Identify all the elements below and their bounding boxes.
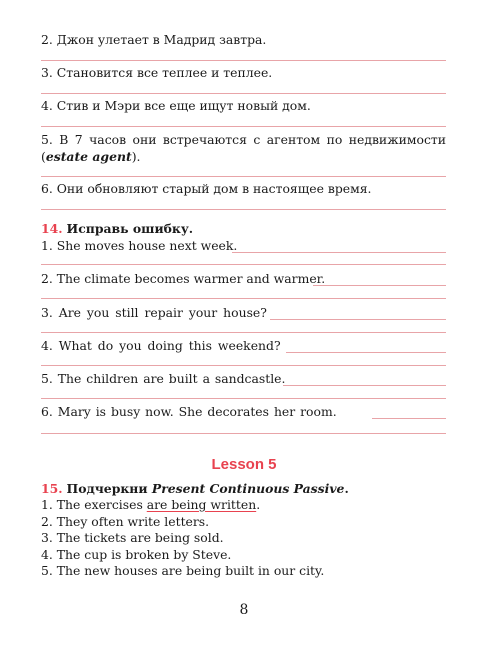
answer-line — [41, 332, 446, 333]
ex14-item-5: 5. The children are built a sandcastle. — [41, 371, 286, 386]
answer-line — [41, 176, 446, 177]
exercise-title-end: . — [344, 481, 349, 496]
answer-line — [286, 352, 446, 353]
ex15-item-4: 4. The cup is broken by Steve. — [41, 547, 232, 562]
answer-line — [41, 398, 446, 399]
ex15-item-1-before: 1. The exercises — [41, 497, 147, 512]
exercise-number: 15. — [41, 481, 63, 496]
answer-line — [283, 385, 446, 386]
lesson-heading: Lesson 5 — [211, 456, 277, 473]
ex15-item-3: 3. The tickets are being sold. — [41, 530, 224, 545]
page-number: 8 — [239, 602, 249, 618]
item5-term: estate agent — [45, 149, 132, 164]
answer-line — [41, 365, 446, 366]
ex14-item-4: 4. What do you doing this weekend? — [41, 338, 281, 353]
answer-line — [41, 126, 446, 127]
exercise-title-term: Present Continuous Passive — [151, 481, 345, 496]
exercise-title: Подчеркни — [66, 481, 152, 496]
ex15-item-5: 5. The new houses are being built in our city. — [41, 563, 325, 578]
answer-line — [41, 433, 446, 434]
exercise-14-heading — [41, 221, 193, 237]
answer-line — [41, 264, 446, 265]
ex15-item-1-after: . — [256, 497, 261, 512]
translate-item-4: 4. Стив и Мэри все еще ищут новый дом. — [41, 98, 311, 113]
item5-text: 5. В 7 часов они встречаются с агентом по недвижимости ( — [41, 132, 446, 164]
item5-close: ). — [131, 149, 141, 164]
ex14-item-2: 2. The climate becomes warmer and warmer. — [41, 271, 326, 286]
answer-line — [41, 60, 446, 61]
translate-item-2: 2. Джон улетает в Мадрид завтра. — [41, 32, 267, 47]
ex14-item-6: 6. Mary is busy now. She decorates her room. — [41, 404, 337, 419]
answer-line — [372, 418, 446, 419]
answer-line — [313, 285, 446, 286]
ex15-item-1 — [41, 497, 260, 513]
exercise-title: Исправь ошибку. — [66, 221, 194, 236]
underlined-passive: are being written — [146, 497, 257, 512]
translate-item-6: 6. Они обновляют старый дом в настоящее время. — [41, 181, 372, 196]
translate-item-5 — [41, 131, 446, 165]
answer-line — [41, 93, 446, 94]
ex15-item-2: 2. They often write letters. — [41, 514, 210, 529]
translate-item-3: 3. Становится все теплее и теплее. — [41, 65, 273, 80]
exercise-15-heading — [41, 481, 349, 497]
ex14-item-1: 1. She moves house next week. — [41, 238, 238, 253]
answer-line — [41, 298, 446, 299]
ex14-item-3: 3. Are you still repair your house? — [41, 305, 267, 320]
answer-line — [270, 319, 446, 320]
answer-line — [41, 209, 446, 210]
exercise-number: 14. — [41, 221, 63, 236]
answer-line — [232, 252, 446, 253]
